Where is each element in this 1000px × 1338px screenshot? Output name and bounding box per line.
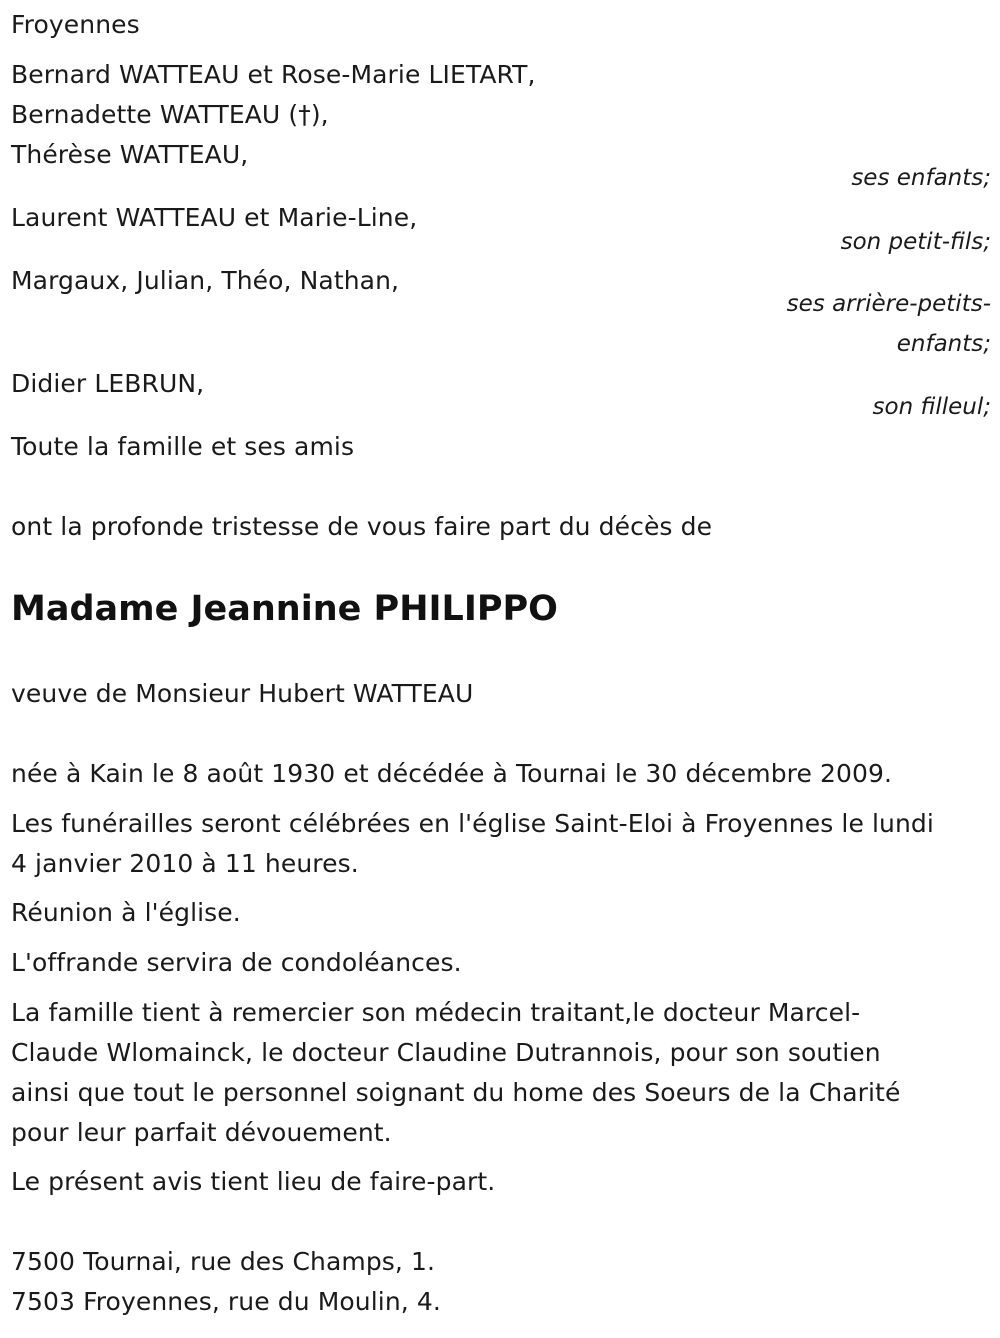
reunion-text: Réunion à l'église. <box>11 898 241 927</box>
godson-line: Didier LEBRUN, <box>11 369 205 398</box>
birth-death-text: née à Kain le 8 août 1930 et décédée à Tournai le 30 décembre 2009. <box>11 759 893 788</box>
thanks-line-1: La famille tient à remercier son médecin traitant,le docteur Marcel- <box>11 998 861 1027</box>
announcement-text: ont la profonde tristesse de vous faire part du décès de <box>11 512 713 541</box>
place-heading: Froyennes <box>11 10 140 39</box>
grandson-line: Laurent WATTEAU et Marie-Line, <box>11 203 418 232</box>
offering-text: L'offrande servira de condoléances. <box>11 948 462 977</box>
grandson-relation: son petit-fils; <box>840 229 991 255</box>
widow-of-text: veuve de Monsieur Hubert WATTEAU <box>11 679 474 708</box>
notice-text: Le présent avis tient lieu de faire-part. <box>11 1167 496 1196</box>
others-line: Toute la famille et ses amis <box>11 432 355 461</box>
child-line-3: Thérèse WATTEAU, <box>11 140 249 169</box>
great-grandchildren-relation-2: enfants; <box>896 331 991 357</box>
children-relation: ses enfants; <box>851 165 991 191</box>
child-line-2: Bernadette WATTEAU (†), <box>11 100 329 129</box>
godson-relation: son filleul; <box>872 394 991 420</box>
thanks-line-4: pour leur parfait dévouement. <box>11 1118 392 1147</box>
great-grandchildren-relation-1: ses arrière-petits- <box>786 291 991 317</box>
great-grandchildren-line: Margaux, Julian, Théo, Nathan, <box>11 266 400 295</box>
thanks-line-2: Claude Wlomainck, le docteur Claudine Dutrannois, pour son soutien <box>11 1038 881 1067</box>
address-line-1: 7500 Tournai, rue des Champs, 1. <box>11 1247 436 1276</box>
address-line-2: 7503 Froyennes, rue du Moulin, 4. <box>11 1287 441 1316</box>
obituary-notice <box>11 0 991 1338</box>
thanks-line-3: ainsi que tout le personnel soignant du home des Soeurs de la Charité <box>11 1078 901 1107</box>
child-line-1: Bernard WATTEAU et Rose-Marie LIETART, <box>11 60 536 89</box>
funeral-line-1: Les funérailles seront célébrées en l'église Saint-Eloi à Froyennes le lundi <box>11 809 934 838</box>
funeral-line-2: 4 janvier 2010 à 11 heures. <box>11 849 359 878</box>
deceased-name: Madame Jeannine PHILIPPO <box>11 589 558 629</box>
